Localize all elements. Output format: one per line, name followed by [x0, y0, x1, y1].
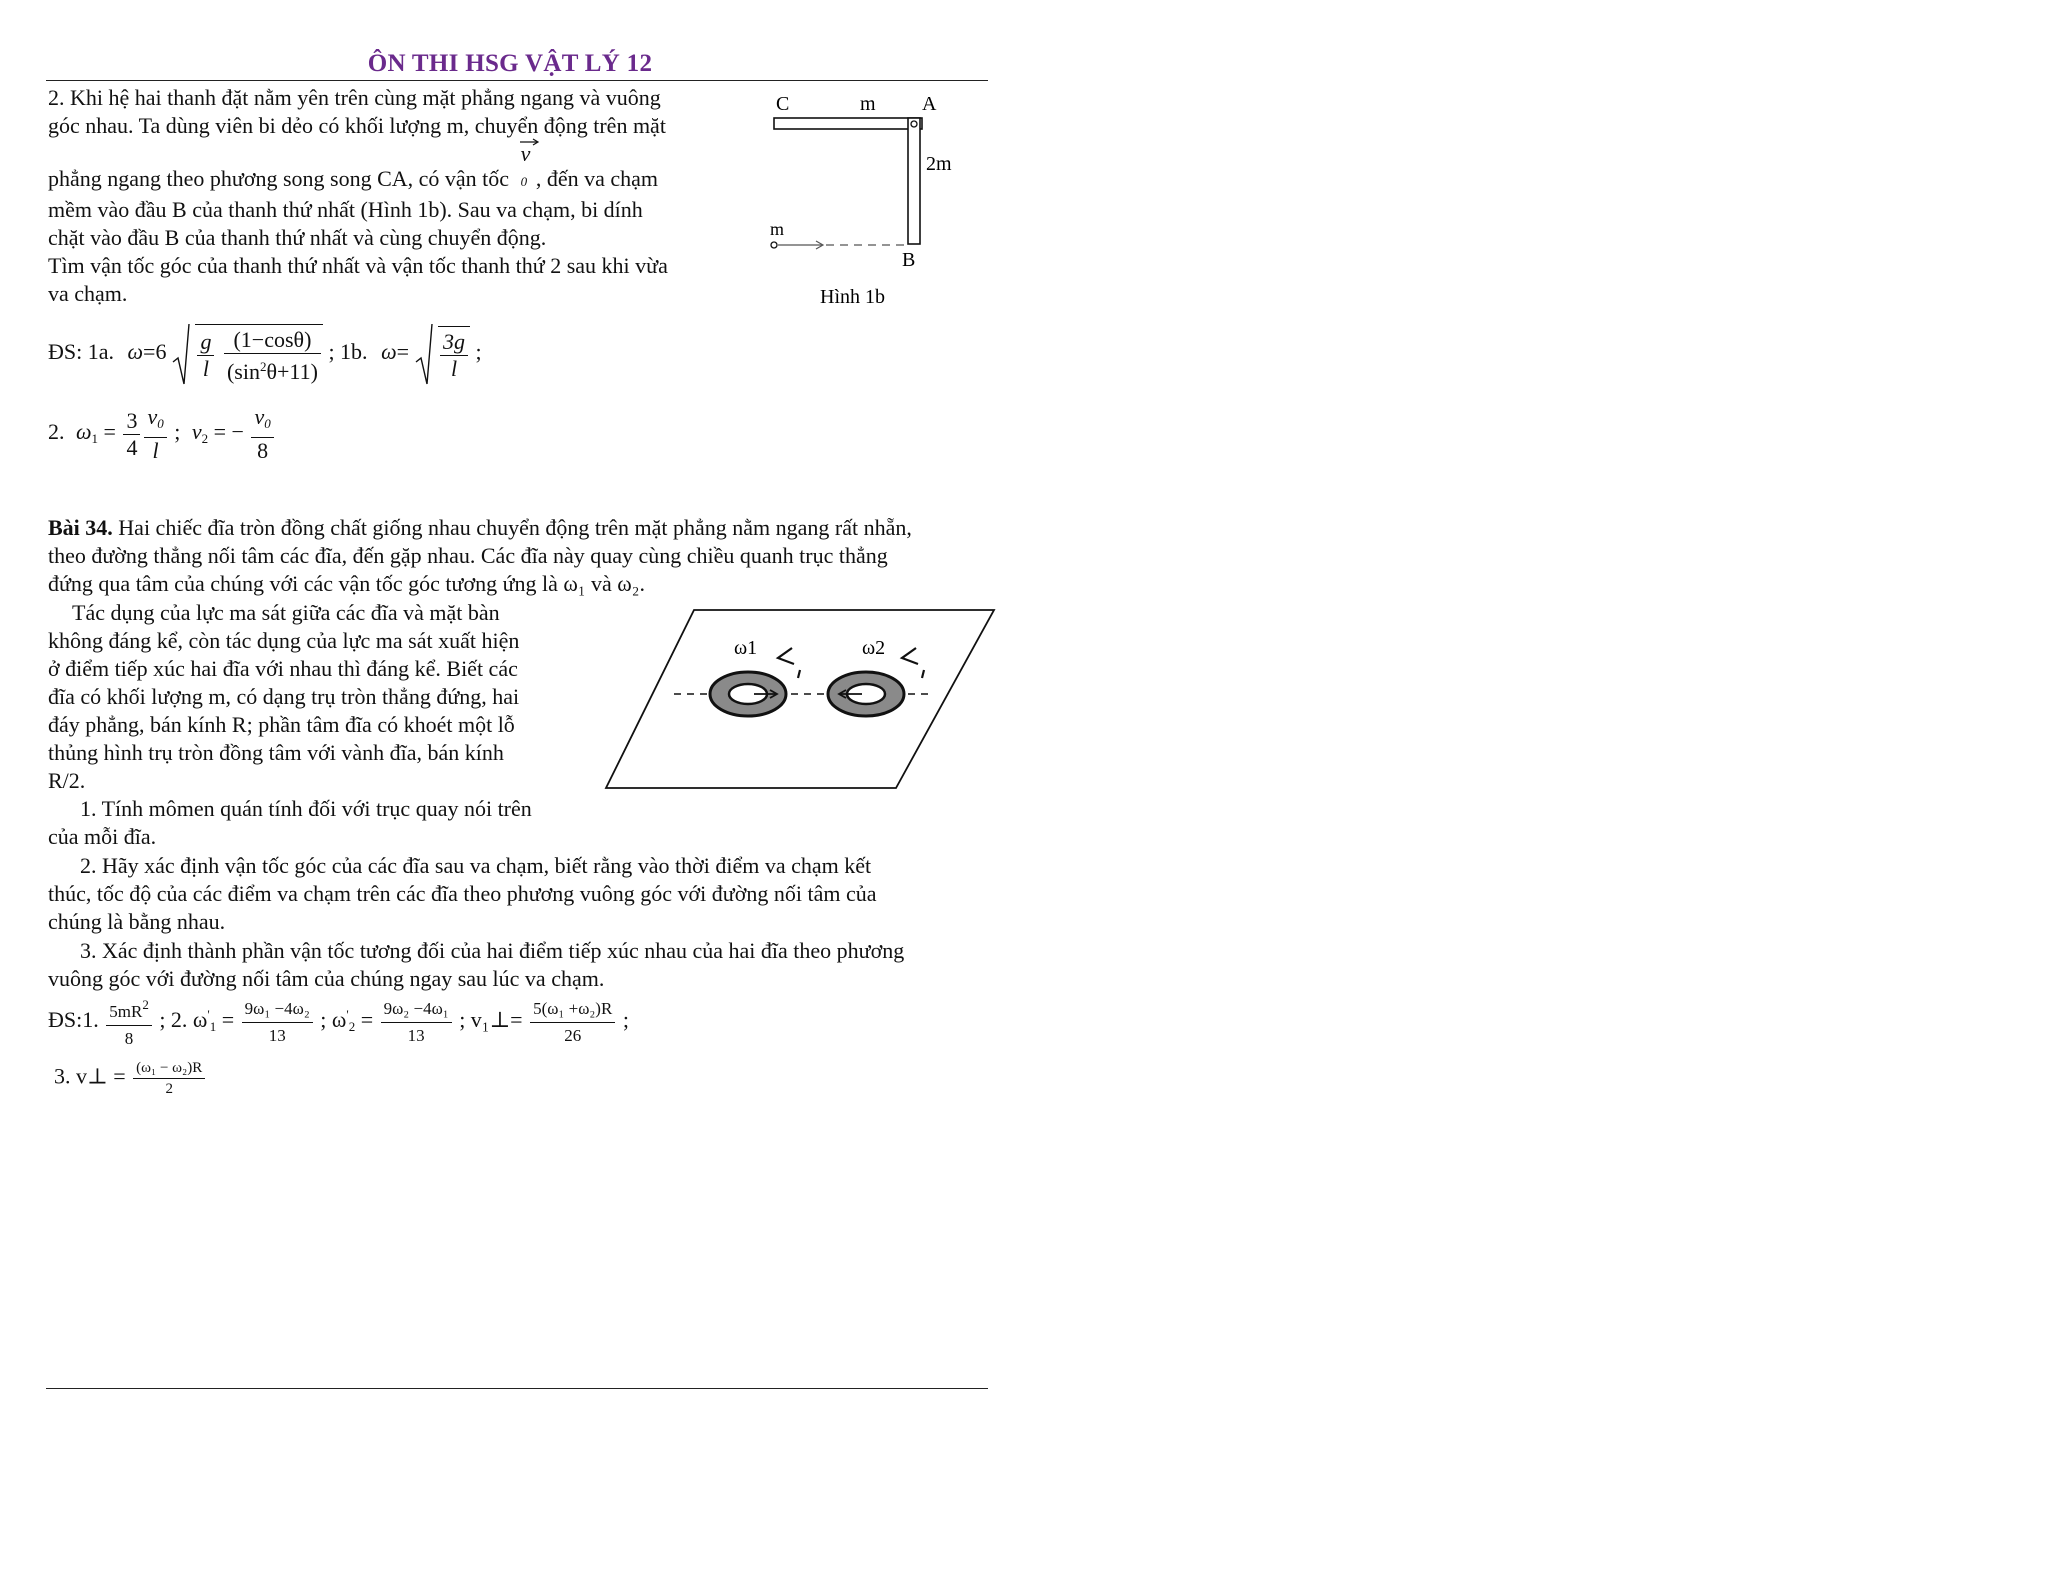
- omega-symbol: ω: [127, 339, 144, 365]
- v-subscript: 0: [520, 174, 528, 189]
- equals-six: =6: [143, 339, 167, 365]
- radical-icon: [172, 322, 190, 386]
- part2-line: góc nhau. Ta dùng viên bi dẻo có khối lượng m, chuyển động trên mặt: [48, 113, 666, 138]
- part2-line: mềm vào đầu B của thanh thứ nhất (Hình 1b). Sau va chạm, bi dính: [48, 197, 643, 222]
- page-header-title: ÔN THI HSG VẬT LÝ 12: [367, 50, 653, 77]
- answer-33-line1: [48, 322, 482, 386]
- fraction-3g-over-l: $\frac{3g}{l}$: [440, 329, 468, 382]
- label-2m: 2m: [926, 153, 952, 175]
- ans-line2-prefix: 2.: [48, 419, 65, 445]
- part2-line: va chạm.: [48, 281, 128, 306]
- rod-ca: [774, 118, 922, 129]
- omega1-symbol: ω: [76, 419, 92, 445]
- p34-intro-line: theo đường thẳng nối tâm các đĩa, đến gặp nhau. Các đĩa này quay cùng chiều quanh trục thẳng: [48, 543, 888, 568]
- fraction-v0-over-8: $\frac{v_0}{8}$: [251, 404, 273, 464]
- fraction-v-perp: $\frac{\text{(ω₁ − ω₂)R}}{2}$: [133, 1058, 205, 1099]
- p34-q2-line: thúc, tốc độ của các điểm va chạm trên các đĩa theo phương vuông góc với đường nối tâm của: [48, 881, 877, 906]
- v0-vector: [521, 140, 531, 196]
- part2-line: 2. Khi hệ hai thanh đặt nằm yên trên cùng mặt phẳng ngang và vuông: [48, 85, 661, 110]
- p34-q3-line: 3. Xác định thành phần vận tốc tương đối của hai điểm tiếp xúc nhau của hai đĩa theo phương: [80, 938, 905, 963]
- answer-33-line2: 2. $\omega_1$ = $\frac{3}{4}$ $\frac{v_0}{l}$ ; $v_2$ = − $\frac{v_0}{8}$: [48, 404, 276, 464]
- label-c: C: [776, 93, 790, 115]
- problem-34-title: Bài 34.: [48, 515, 113, 540]
- p34-side-line: Tác dụng của lực ma sát giữa các đĩa và mặt bàn: [72, 600, 500, 625]
- semicolon: ;: [475, 339, 482, 365]
- fraction-3-over-4: $\frac{3}{4}$: [123, 408, 140, 461]
- figure-1b: [760, 90, 980, 320]
- figure-caption: Hình 1b: [820, 286, 885, 308]
- figure-two-discs: [604, 604, 1004, 794]
- p34-side-line: 1. Tính mômen quán tính đối với trục quay nói trên: [80, 796, 532, 821]
- problem-34-side-text: [48, 599, 578, 851]
- v-symbol: v: [520, 141, 531, 166]
- problem-part2-text: [48, 84, 728, 308]
- vector-arrow-icon: [519, 136, 541, 146]
- p34-side-line: thủng hình trụ tròn đồng tâm với vành đĩa, bán kính: [48, 740, 504, 765]
- ans-prefix: ĐS: 1a.: [48, 339, 114, 365]
- omega1-label: ω1: [734, 637, 758, 659]
- answer-34-line1: ĐS:1. $\frac{5mR^2}{8}$ ; 2. $\omega'_1$ = $\frac{\text{9ω₁ −4ω₂}}{13}$ ; $\omega'_2$ = $\frac{\text{9ω₂ −4ω₁}}{13}$ ; v₁⊥= $\frac{\text{5(ω₁ +ω₂)R}}{26}$ ;: [48, 992, 629, 1052]
- fraction-omega2-prime: $\frac{\text{9ω₂ −4ω₁}}{13}$: [381, 996, 452, 1049]
- p34-side-line: R/2.: [48, 768, 86, 793]
- ans-sep-1b: ; 1b.: [328, 339, 368, 365]
- ball: [771, 242, 777, 248]
- equals: =: [396, 339, 410, 365]
- fraction-omega1-prime: $\frac{\text{9ω₁ −4ω₂}}{13}$: [242, 996, 313, 1049]
- p34-q2-line: 2. Hãy xác định vận tốc góc của các đĩa sau va chạm, biết rằng vào thời điểm va chạm kết: [80, 853, 872, 878]
- sqrt-expression-1b: [415, 322, 471, 386]
- p34-side-line: không đáng kể, còn tác dụng của lực ma sát xuất hiện: [48, 628, 520, 653]
- p34-side-line: ở điểm tiếp xúc hai đĩa với nhau thì đáng kể. Biết các: [48, 656, 518, 681]
- part2-line: chặt vào đầu B của thanh thứ nhất và cùng chuyển động.: [48, 225, 547, 250]
- part2-line-velocity: [48, 140, 728, 196]
- rod-ab: [908, 118, 920, 244]
- fraction-g-over-l: $\frac{g}{l}$: [197, 329, 214, 382]
- p34-q2-line: chúng là bằng nhau.: [48, 909, 226, 934]
- label-b: B: [902, 249, 916, 271]
- p34-intro-line: Bài 34. Hai chiếc đĩa tròn đồng chất giống nhau chuyển động trên mặt phẳng nằm ngang rất nhẵn,: [48, 515, 912, 540]
- part2-line-end: , đến va chạm: [535, 166, 658, 191]
- v2-symbol: v: [191, 419, 202, 445]
- part2-line-start: phẳng ngang theo phương song song CA, có vận tốc: [48, 166, 510, 191]
- ans34-line2-prefix: 3. v⊥ =: [54, 1063, 126, 1089]
- footer-rule: [46, 1388, 988, 1389]
- radical-icon: [415, 322, 433, 386]
- p34-intro-line: đứng qua tâm của chúng với các vận tốc góc tương ứng là ω₁ và ω₂.: [48, 571, 645, 596]
- omega-symbol: ω: [381, 339, 397, 365]
- p34-q3-line: vuông góc với đường nối tâm của chúng ngay sau lúc va chạm.: [48, 966, 605, 991]
- table-plane: [606, 610, 994, 788]
- p34-side-line: đáy phẳng, bán kính R; phần tâm đĩa có khoét một lỗ: [48, 712, 515, 737]
- answer-34-line2: [54, 1058, 207, 1099]
- fraction-cos-over-sin: $\frac{(1-\cos\theta)}{(\sin^2\theta+11)}$: [224, 327, 321, 385]
- label-m-top: m: [860, 93, 876, 115]
- part2-line: Tìm vận tốc góc của thanh thứ nhất và vận tốc thanh thứ 2 sau khi vừa: [48, 253, 668, 278]
- fraction-5mR2-over-8: $\frac{5mR^2}{8}$: [106, 992, 152, 1052]
- fraction-v0-over-l: $\frac{v_0}{l}$: [144, 404, 166, 464]
- problem-34-q2: [48, 852, 994, 936]
- fraction-v1-perp: $\frac{\text{5(ω₁ +ω₂)R}}{26}$: [530, 996, 615, 1049]
- ans34-prefix: ĐS:1.: [48, 1007, 99, 1033]
- omega2-label: ω2: [862, 637, 886, 659]
- label-m-ball: m: [770, 219, 785, 239]
- header-rule: [46, 80, 988, 81]
- label-a: A: [922, 93, 937, 115]
- sqrt-expression-1a: [172, 322, 323, 386]
- p34-side-line: của mỗi đĩa.: [48, 824, 157, 849]
- p34-side-line: đĩa có khối lượng m, có dạng trụ tròn thẳng đứng, hai: [48, 684, 520, 709]
- problem-34-intro: [48, 514, 994, 598]
- problem-34-q3: [48, 937, 994, 993]
